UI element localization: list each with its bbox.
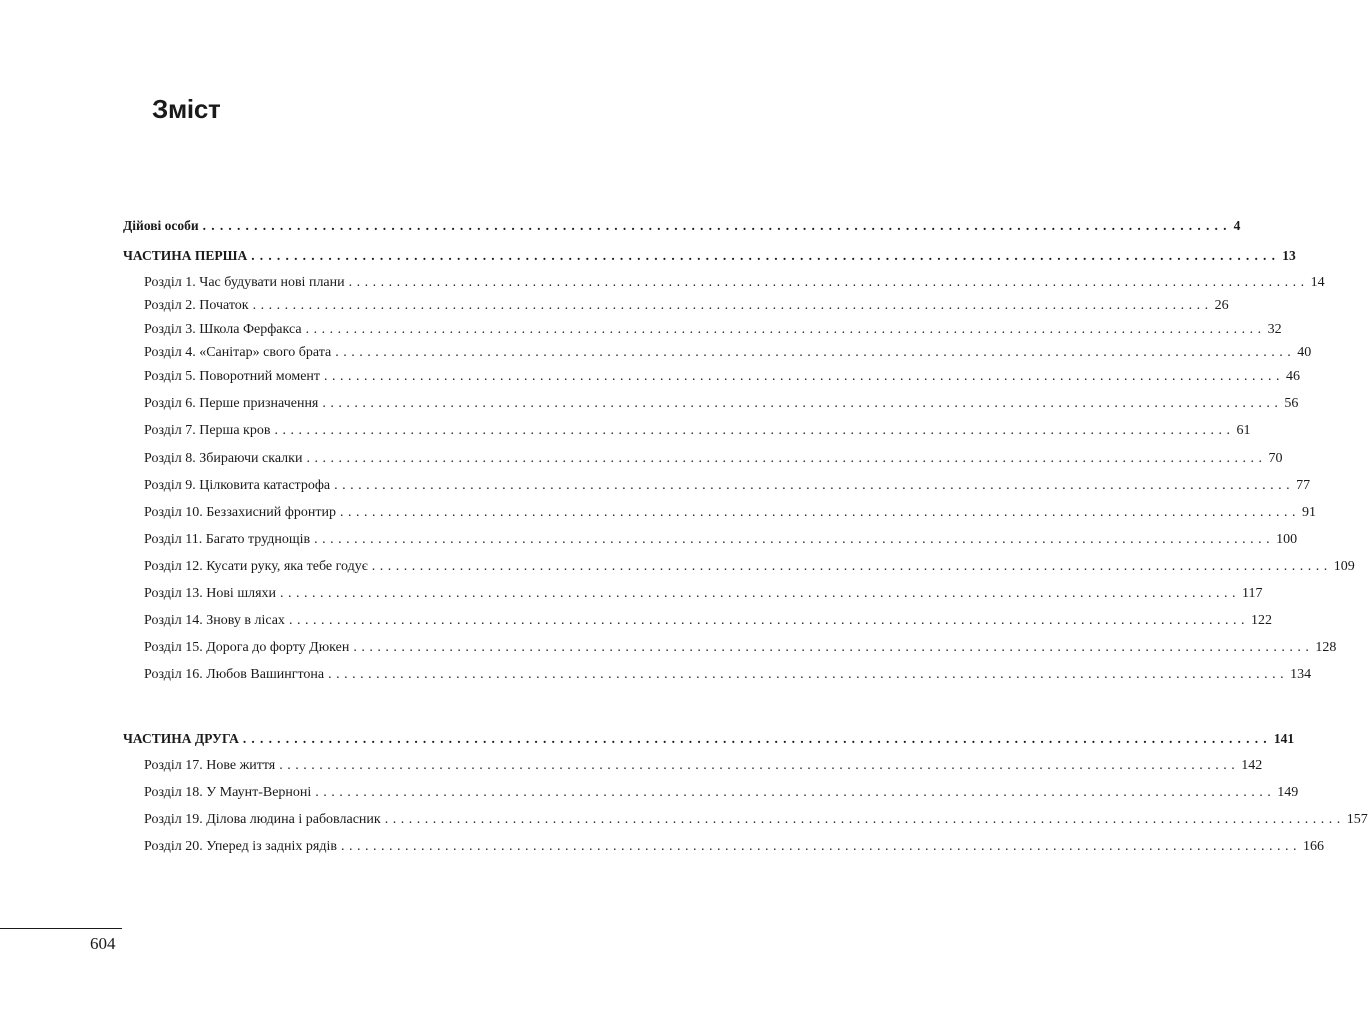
toc-chapter-10[interactable] xyxy=(144,505,1316,525)
toc-entry-page: 13 xyxy=(1282,248,1296,263)
dot-leader: ........................................................................................................................ xyxy=(328,667,1289,682)
dot-leader: ........................................................................................................................ xyxy=(339,505,1300,520)
toc-chapter-17[interactable] xyxy=(144,758,1263,778)
dot-leader: ........................................................................................................................ xyxy=(279,758,1240,773)
dot-leader: ........................................................................................................................ xyxy=(274,423,1235,438)
toc-chapter-page: 46 xyxy=(1286,369,1301,384)
toc-chapter-16[interactable] xyxy=(144,667,1312,687)
dot-leader: ........................................................................................................................ xyxy=(252,298,1213,313)
toc-chapter-page: 142 xyxy=(1241,758,1263,773)
toc-chapter-page: 32 xyxy=(1267,322,1282,337)
toc-chapter-page: 40 xyxy=(1297,345,1312,360)
toc-chapter-label: Розділ 12. Кусати руку, яка тебе годує xyxy=(144,559,368,574)
toc-chapter-label: Розділ 17. Нове життя xyxy=(144,758,276,773)
toc-chapter-8[interactable] xyxy=(144,451,1283,471)
dot-leader: ........................................................................................................................ xyxy=(306,451,1267,466)
dot-leader: ........................................................................................................................ xyxy=(371,559,1332,574)
toc-chapter-9[interactable] xyxy=(144,478,1311,498)
toc-chapter-label: Розділ 1. Час будувати нові плани xyxy=(144,275,345,290)
page-number: 604 xyxy=(90,934,116,953)
toc-entry-page: 141 xyxy=(1273,731,1295,746)
toc-chapter-page: 56 xyxy=(1284,396,1299,411)
toc-chapter-20[interactable] xyxy=(144,839,1324,859)
toc-chapter-page: 77 xyxy=(1296,478,1311,493)
toc-chapter-12[interactable] xyxy=(144,559,1355,579)
toc-chapter-19[interactable] xyxy=(144,812,1368,832)
dot-leader: ........................................................................................................................ xyxy=(242,731,1272,746)
toc-chapter-label: Розділ 6. Перше призначення xyxy=(144,396,319,411)
toc-entry-label: Дійові особи xyxy=(123,218,199,233)
toc-chapter-page: 122 xyxy=(1250,613,1272,628)
toc-chapter-1[interactable] xyxy=(144,275,1325,295)
toc-chapter-page: 149 xyxy=(1277,785,1299,800)
toc-chapter-label: Розділ 3. Школа Ферфакса xyxy=(144,322,302,337)
toc-chapter-11[interactable] xyxy=(144,532,1298,552)
toc-chapter-page: 166 xyxy=(1303,839,1324,854)
dot-leader: ........................................................................................................................ xyxy=(251,248,1281,263)
toc-entry-characters[interactable] xyxy=(123,218,1241,238)
toc-chapter-label: Розділ 4. «Санітар» свого брата xyxy=(144,345,332,360)
dot-leader: ........................................................................................................................ xyxy=(324,369,1285,384)
toc-chapter-label: Розділ 7. Перша кров xyxy=(144,423,271,438)
toc-chapter-18[interactable] xyxy=(144,785,1299,805)
dot-leader: ........................................................................................................................ xyxy=(335,345,1296,360)
toc-chapter-page: 157 xyxy=(1346,812,1368,827)
toc-chapter-label: Розділ 8. Збираючи скалки xyxy=(144,451,303,466)
toc-entry-label: ЧАСТИНА ПЕРША xyxy=(123,248,248,263)
dot-leader: ........................................................................................................................ xyxy=(202,218,1232,233)
toc-chapter-label: Розділ 13. Нові шляхи xyxy=(144,586,277,601)
dot-leader: ........................................................................................................................ xyxy=(353,640,1314,655)
page-title: Зміст xyxy=(152,94,221,124)
toc-chapter-6[interactable] xyxy=(144,396,1299,416)
dot-leader: ........................................................................................................................ xyxy=(322,396,1283,411)
dot-leader: ........................................................................................................................ xyxy=(280,586,1241,601)
toc-chapter-3[interactable] xyxy=(144,322,1282,342)
toc-chapter-page: 70 xyxy=(1268,451,1283,466)
toc-chapter-page: 134 xyxy=(1290,667,1312,682)
toc-entry-label: ЧАСТИНА ДРУГА xyxy=(123,731,239,746)
footer-rule xyxy=(0,928,122,929)
toc-chapter-15[interactable] xyxy=(144,640,1337,660)
dot-leader: ........................................................................................................................ xyxy=(288,613,1249,628)
toc-entry-page: 4 xyxy=(1233,218,1241,233)
toc-chapter-page: 91 xyxy=(1301,505,1316,520)
toc-chapter-page: 117 xyxy=(1242,586,1263,601)
toc-chapter-13[interactable] xyxy=(144,586,1263,606)
toc-chapter-label: Розділ 16. Любов Вашингтона xyxy=(144,667,325,682)
dot-leader: ........................................................................................................................ xyxy=(315,785,1276,800)
toc-entry-part-one[interactable] xyxy=(123,248,1296,268)
toc-chapter-14[interactable] xyxy=(144,613,1272,633)
dot-leader: ........................................................................................................................ xyxy=(334,478,1295,493)
toc-chapter-label: Розділ 9. Цілковита катастрофа xyxy=(144,478,331,493)
toc-chapter-7[interactable] xyxy=(144,423,1251,443)
toc-chapter-label: Розділ 15. Дорога до форту Дюкен xyxy=(144,640,350,655)
toc-chapter-page: 26 xyxy=(1214,298,1229,313)
dot-leader: ........................................................................................................................ xyxy=(305,322,1266,337)
toc-chapter-label: Розділ 18. У Маунт-Верноні xyxy=(144,785,312,800)
dot-leader: ........................................................................................................................ xyxy=(348,275,1309,290)
dot-leader: ........................................................................................................................ xyxy=(341,839,1301,854)
toc-chapter-label: Розділ 10. Беззахисний фронтир xyxy=(144,505,336,520)
dot-leader: ........................................................................................................................ xyxy=(384,812,1345,827)
toc-chapter-label: Розділ 2. Початок xyxy=(144,298,249,313)
toc-chapter-label: Розділ 20. Уперед із задніх рядів xyxy=(144,839,337,854)
toc-chapter-label: Розділ 14. Знову в лісах xyxy=(144,613,285,628)
dot-leader: ........................................................................................................................ xyxy=(314,532,1275,547)
toc-chapter-page: 14 xyxy=(1310,275,1325,290)
toc-chapter-5[interactable] xyxy=(144,369,1301,389)
toc-chapter-page: 100 xyxy=(1276,532,1298,547)
toc-entry-part-two[interactable] xyxy=(123,731,1295,751)
toc-chapter-2[interactable] xyxy=(144,298,1229,318)
toc-chapter-label: Розділ 19. Ділова людина і рабовласник xyxy=(144,812,381,827)
toc-chapter-page: 61 xyxy=(1236,423,1251,438)
toc-chapter-4[interactable] xyxy=(144,345,1312,365)
toc-chapter-page: 128 xyxy=(1315,640,1337,655)
toc-chapter-label: Розділ 11. Багато труднощів xyxy=(144,532,311,547)
toc-chapter-page: 109 xyxy=(1333,559,1355,574)
toc-chapter-label: Розділ 5. Поворотний момент xyxy=(144,369,321,384)
